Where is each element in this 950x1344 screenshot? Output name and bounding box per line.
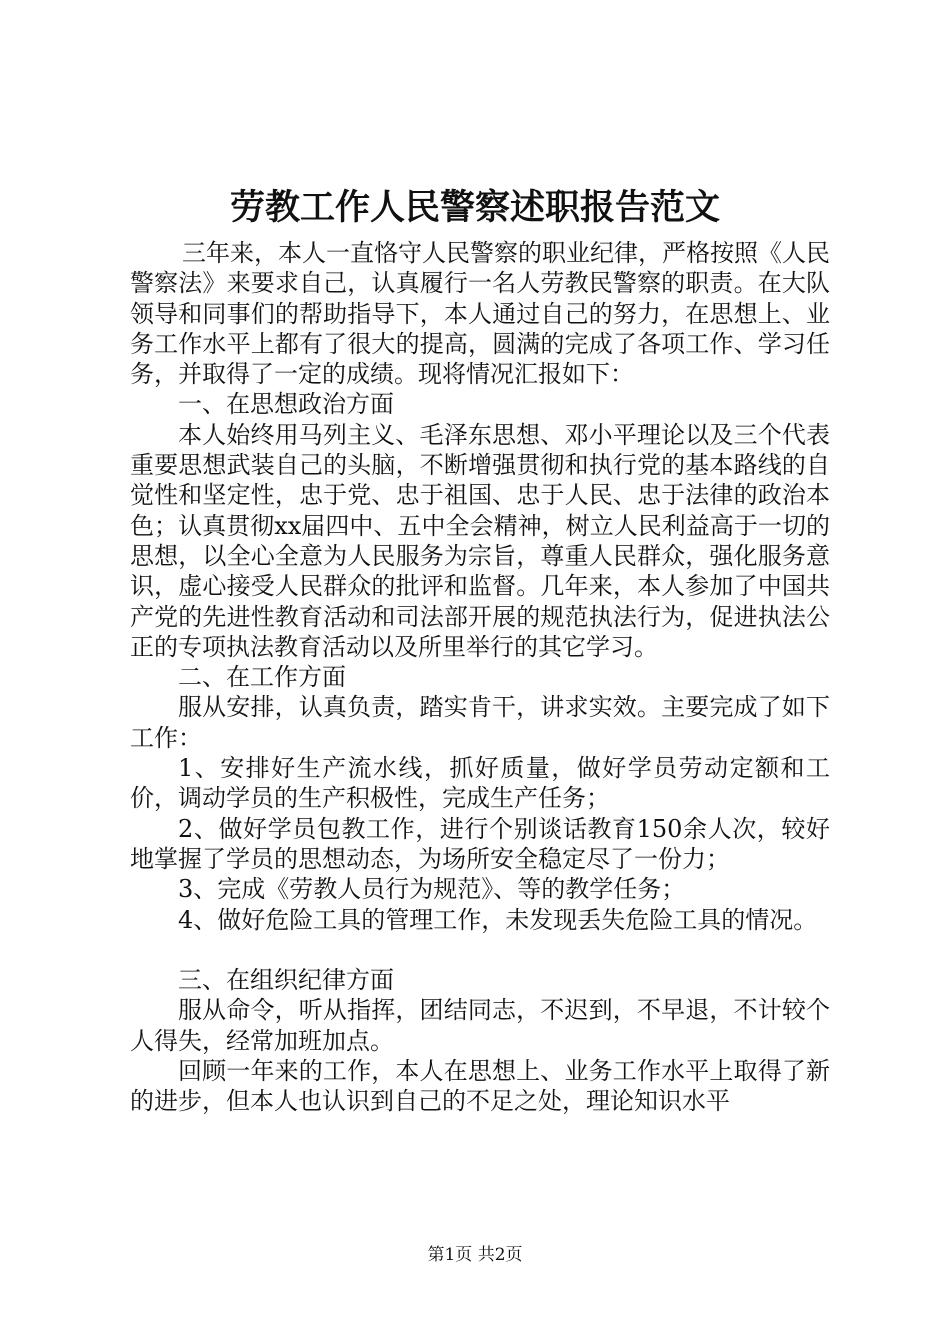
work-item-3: 3、完成《劳教人员行为规范》、等的教学任务； — [178, 875, 686, 904]
work-item-4: 4、做好危险工具的管理工作，未发现丢失危险工具的情况。 — [178, 905, 818, 934]
review-paragraph: 回顾一年来的工作，本人在思想上、业务工作水平上取得了新的进步，但本人也认识到自己的不足之处，理论知识水平 — [130, 1057, 830, 1116]
discipline-paragraph: 服从命令，听从指挥，团结同志，不迟到，不早退，不计较个人得失，经常加班加点。 — [130, 996, 830, 1055]
document-body — [130, 238, 830, 1117]
politics-paragraph: 本人始终用马列主义、毛泽东思想、邓小平理论以及三个代表重要思想武装自己的头脑，不断增强贯彻和执行党的基本路线的自觉性和坚定性，忠于党、忠于祖国、忠于人民、忠于法律的政治本色；认真贯彻xx届四中、五中全会精神，树立人民利益高于一切的思想，以全心全意为人民服务为宗旨，尊重人民群众，强化服务意识，虚心接受人民群众的批评和监督。几年来，本人参加了中国共产党的先进性教育活动和司法部开展的规范执法行为，促进执法公正的专项执法教育活动以及所里举行的其它学习。 — [130, 420, 830, 661]
work-paragraph: 服从安排，认真负责，踏实肯干，讲求实效。主要完成了如下工作： — [130, 693, 830, 752]
section-heading-work: 二、在工作方面 — [178, 663, 346, 692]
intro-paragraph: 三年来，本人一直恪守人民警察的职业纪律，严格按照《人民警察法》来要求自己，认真履行一名人劳教民警察的职责。在大队领导和同事们的帮助指导下，本人通过自己的努力，在思想上、业务工作水平上都有了很大的提高，圆满的完成了各项工作、学习任务，并取得了一定的成绩。现将情况汇报如下： — [130, 239, 830, 389]
section-heading-politics: 一、在思想政治方面 — [178, 390, 394, 419]
work-item-1: 1、安排好生产流水线，抓好质量，做好学员劳动定额和工价，调动学员的生产积极性，完成生产任务； — [130, 754, 830, 813]
blank-line — [130, 935, 830, 965]
page-footer: 第1页 共2页 — [427, 1245, 523, 1265]
section-heading-discipline: 三、在组织纪律方面 — [178, 966, 394, 995]
document-title: 劳教工作人民警察述职报告范文 — [229, 187, 720, 228]
work-item-2: 2、做好学员包教工作，进行个别谈话教育150余人次，较好地掌握了学员的思想动态，为场所安全稳定尽了一份力； — [130, 814, 830, 873]
